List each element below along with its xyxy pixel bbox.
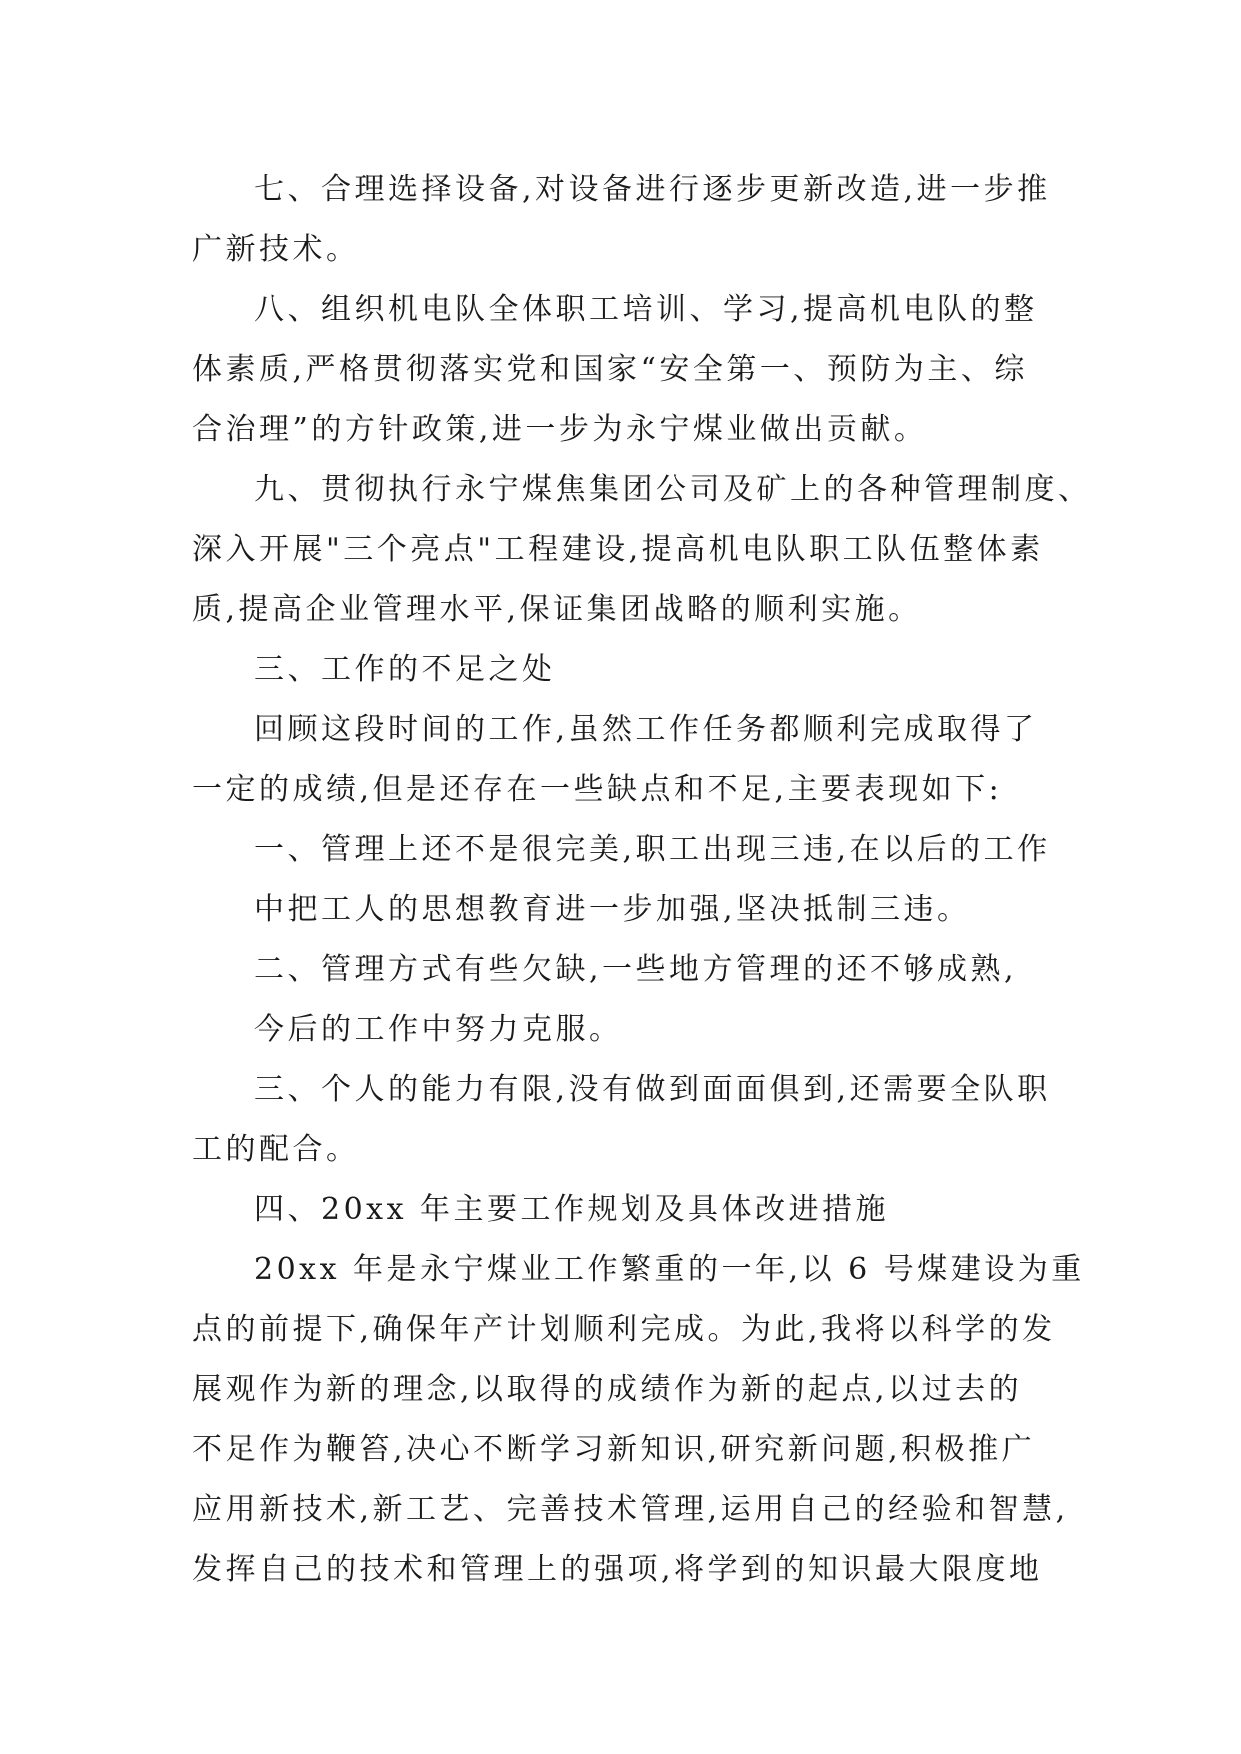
text-line: 合治理”的方针政策,进一步为永宁煤业做出贡献。 bbox=[192, 412, 928, 447]
text-line: 七、合理选择设备,对设备进行逐步更新改造,进一步推 bbox=[254, 172, 1051, 207]
text-line: 工的配合。 bbox=[192, 1132, 360, 1167]
text-line: 三、个人的能力有限,没有做到面面俱到,还需要全队职 bbox=[254, 1072, 1051, 1107]
text-line: 二、管理方式有些欠缺,一些地方管理的还不够成熟, bbox=[254, 952, 1018, 987]
text-line: 四、20xx 年主要工作规划及具体改进措施 bbox=[254, 1192, 890, 1227]
text-line: 应用新技术,新工艺、完善技术管理,运用自己的经验和智慧, bbox=[192, 1492, 1069, 1527]
text-line: 20xx 年是永宁煤业工作繁重的一年,以 6 号煤建设为重 bbox=[254, 1252, 1085, 1287]
text-line: 质,提高企业管理水平,保证集团战略的顺利实施。 bbox=[192, 592, 922, 627]
text-line: 三、工作的不足之处 bbox=[254, 652, 556, 687]
text-line: 广新技术。 bbox=[192, 232, 360, 267]
text-line: 发挥自己的技术和管理上的强项,将学到的知识最大限度地 bbox=[192, 1552, 1043, 1587]
text-line: 九、贯彻执行永宁煤焦集团公司及矿上的各种管理制度、 bbox=[254, 472, 1092, 507]
text-line: 一、管理上还不是很完美,职工出现三违,在以后的工作 bbox=[254, 832, 1051, 867]
document-body bbox=[192, 160, 1092, 1600]
text-line: 不足作为鞭笞,决心不断学习新知识,研究新问题,积极推广 bbox=[192, 1432, 1036, 1467]
text-line: 体素质,严格贯彻落实党和国家“安全第一、预防为主、综 bbox=[192, 352, 1028, 387]
text-line: 八、组织机电队全体职工培训、学习,提高机电队的整 bbox=[254, 292, 1038, 327]
text-line: 今后的工作中努力克服。 bbox=[254, 1012, 623, 1047]
text-line: 回顾这段时间的工作,虽然工作任务都顺利完成取得了 bbox=[254, 712, 1038, 747]
text-line: 点的前提下,确保年产计划顺利完成。为此,我将以科学的发 bbox=[192, 1312, 1056, 1347]
text-line: 深入开展"三个亮点"工程建设,提高机电队职工队伍整体素 bbox=[192, 532, 1044, 567]
text-line: 展观作为新的理念,以取得的成绩作为新的起点,以过去的 bbox=[192, 1372, 1023, 1407]
text-line: 一定的成绩,但是还存在一些缺点和不足,主要表现如下: bbox=[192, 772, 1003, 807]
text-line: 中把工人的思想教育进一步加强,坚决抵制三违。 bbox=[254, 892, 971, 927]
